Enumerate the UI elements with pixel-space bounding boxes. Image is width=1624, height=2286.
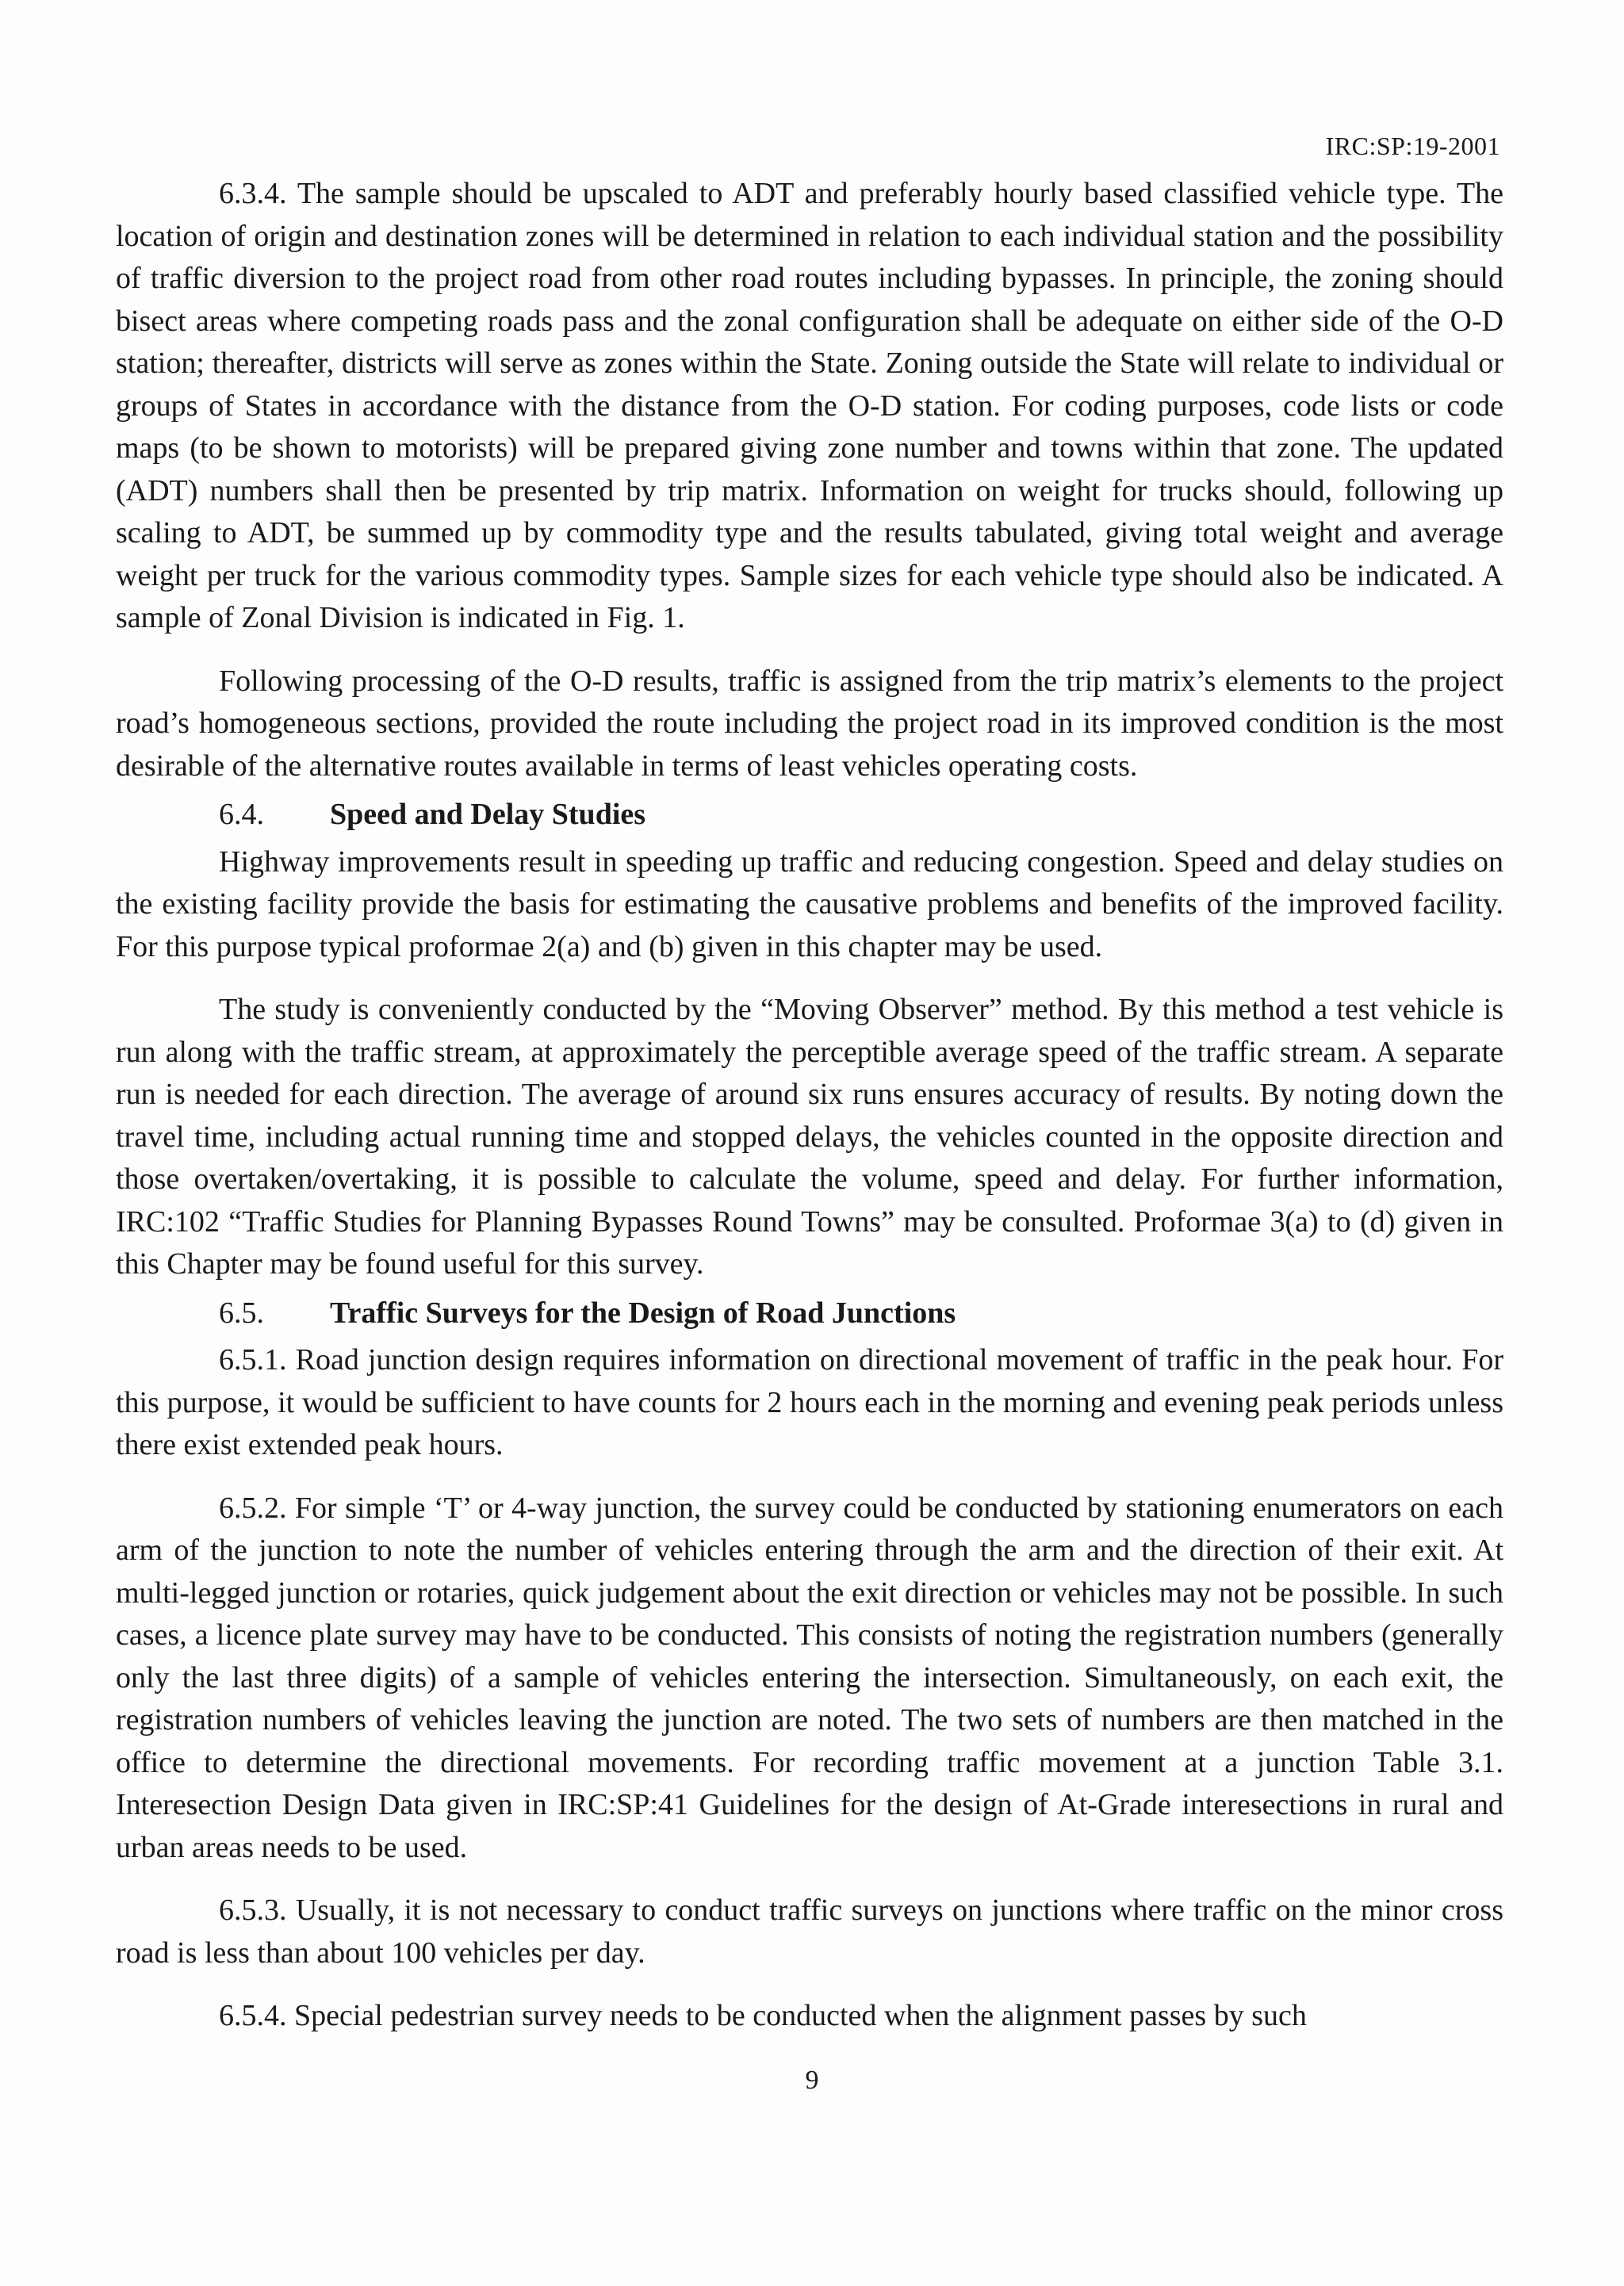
section-heading-6-4	[116, 794, 1503, 837]
section-title: Traffic Surveys for the Design of Road Junctions	[330, 1296, 956, 1330]
section-number: 6.4.	[219, 798, 264, 831]
paragraph-6-5-1: 6.5.1. Road junction design requires information on directional movement of traffic in the peak hour. For this purpose, it would be sufficient to have counts for 2 hours each in the morning and evening peak periods unless there exist extended peak hours.	[116, 1343, 1503, 1461]
section-number: 6.5.	[219, 1296, 264, 1330]
paragraph-6-5-3: 6.5.3. Usually, it is not necessary to conduct traffic surveys on junctions where traffic on the minor cross road is less than about 100 vehicles per day.	[116, 1894, 1503, 1970]
paragraph-6-3-4-continued: Following processing of the O-D results, traffic is assigned from the trip matrix’s elements to the project road’s homogeneous sections, provided the route including the project road in its improved condition is the most desirable of the alternative routes available in terms of least vehicles operating costs.	[116, 664, 1503, 783]
section-title: Speed and Delay Studies	[330, 798, 646, 831]
paragraph-6-5-2: 6.5.2. For simple ‘T’ or 4-way junction, the survey could be conducted by stationing enumerators on each arm of the junction to note the number of vehicles entering through the arm and the direction of their exit. At multi-legged junction or rotaries, quick judgement about the exit direction or vehicles may not be possible. In such cases, a licence plate survey may have to be conducted. This consists of noting the registration numbers (generally only the last three digits) of a sample of vehicles entering the intersection. Simultaneously, on each exit, the registration numbers of vehicles leaving the junction are noted. The two sets of numbers are then matched in the office to determine the directional movements. For recording traffic movement at a junction Table 3.1. Interesection Design Data given in IRC:SP:41 Guidelines for the design of At-Grade interesections in rural and urban areas needs to be used.	[116, 1491, 1503, 1864]
section-heading-6-5	[116, 1292, 1503, 1335]
paragraph-6-5-4: 6.5.4. Special pedestrian survey needs to be conducted when the alignment passes by such	[219, 1999, 1307, 2032]
page-body	[116, 173, 1503, 2058]
page-number: 9	[805, 2066, 819, 2095]
paragraph-6-3-4: 6.3.4. The sample should be upscaled to ADT and preferably hourly based classified vehicle type. The location of origin and destination zones will be determined in relation to each individual station and the possibility of traffic diversion to the project road from other road routes including bypasses. In principle, the zoning should bisect areas where competing roads pass and the zonal configuration shall be adequate on either side of the O-D station; thereafter, districts will serve as zones within the State. Zoning outside the State will relate to individual or groups of States in accordance with the distance from the O-D station. For coding purposes, code lists or code maps (to be shown to motorists) will be prepared giving zone number and towns within that zone. The updated (ADT) numbers shall then be presented by trip matrix. Information on weight for trucks should, following up scaling to ADT, be summed up by commodity type and the results tabulated, giving total weight and average weight per truck for the various commodity types. Sample sizes for each vehicle type should also be indicated. A sample of Zonal Division is indicated in Fig. 1.	[116, 177, 1503, 634]
paragraph-6-4-a: Highway improvements result in speeding up traffic and reducing congestion. Speed and delay studies on the existing facility provide the basis for estimating the causative problems and benefits of the improved facility. For this purpose typical proformae 2(a) and (b) given in this chapter may be used.	[116, 844, 1503, 963]
paragraph-6-4-b: The study is conveniently conducted by the “Moving Observer” method. By this method a test vehicle is run along with the traffic stream, at approximately the perceptible average speed of the traffic stream. A separate run is needed for each direction. The average of around six runs ensures accuracy of results. By noting down the travel time, including actual running time and stopped delays, the vehicles counted in the opposite direction and those overtaken/overtaking, it is possible to calculate the volume, speed and delay. For further information, IRC:102 “Traffic Studies for Planning Bypasses Round Towns” may be consulted. Proformae 3(a) to (d) given in this Chapter may be found useful for this survey.	[116, 993, 1503, 1281]
document-reference: IRC:SP:19-2001	[1325, 132, 1500, 160]
